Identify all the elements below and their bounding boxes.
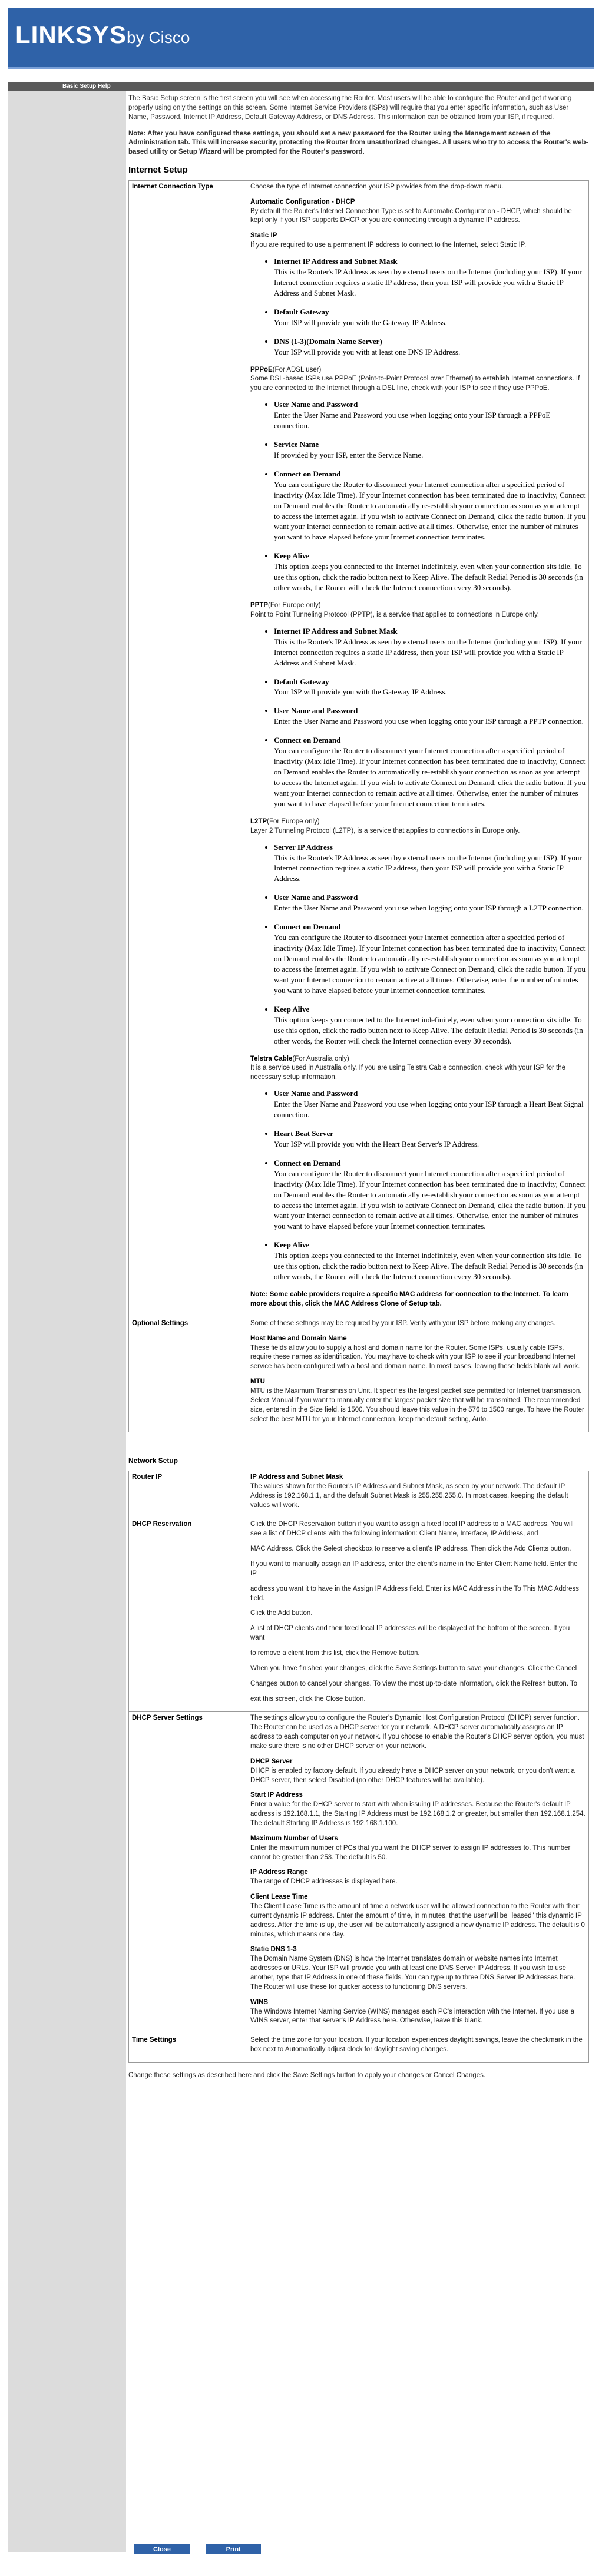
telstra-sub: (For Australia only): [292, 1055, 349, 1062]
connection-lead: Choose the type of Internet connection your ISP provides from the drop-down menu.: [250, 183, 504, 190]
row-label-dhcp-reservation: DHCP Reservation: [129, 1518, 247, 1712]
help-content: [128, 94, 589, 2087]
router-ip-text: The values shown for the Router's IP Address and Subnet Mask, as seen by your network. The default IP Address is 192.168.1.1, and the default Subnet Mask is 255.255.255.0. In most cases, keeping the default values will work.: [250, 1482, 568, 1509]
header-divider: [8, 67, 594, 69]
table-row: [129, 1317, 589, 1432]
dhcp-res-p: exit this screen, click the Close button.: [250, 1695, 366, 1703]
list-item-text: This is the Router's IP Address as seen by external users on the Internet (including your ISP). If your Internet connection requires a static IP address, then your ISP will provide you with a Static IP Address and Subnet Mask.: [274, 637, 582, 667]
list-item-title: • Keep Alive: [274, 1240, 310, 1250]
dhcp-res-p: Changes button to cancel your changes. To view the most up-to-date information, click the Refresh button. To: [250, 1680, 578, 1687]
dhcp-server-lead: The settings allow you to configure the Router's Dynamic Host Configuration Protocol (DHCP) server function. The Router can be used as a DHCP server for your network. A DHCP server automatically assigns an IP address to each computer on your network. If you choose to enable the Router's DHCP server option, you must make sure there is no other DHCP server on your network.: [250, 1714, 584, 1750]
pppoe-title: PPPoE: [250, 366, 273, 373]
table-row: [129, 1471, 589, 1518]
row-desc-time: [247, 2034, 589, 2063]
list-item: [274, 1128, 586, 1150]
intro-paragraph: The Basic Setup screen is the first screen you will see when accessing the Router. Most users will be able to configure the Router and get it working properly using only the settings on this screen. Some Internet Service Providers (ISPs) will require that you enter specific information, such as User Name, Password, Internet IP Address, Default Gateway Address, or DNS Address. This information can be obtained from your ISP, if required.: [128, 95, 572, 121]
help-title: Basic Setup Help: [62, 83, 111, 90]
host-title: Host Name and Domain Name: [250, 1335, 347, 1342]
left-sidebar: [8, 91, 126, 2552]
pptp-title: PPTP: [250, 602, 269, 610]
list-item: [274, 1004, 586, 1047]
network-setup-table: [128, 1471, 589, 2063]
dhcp-res-p: If you want to manually assign an IP address, enter the client's name in the Enter Client Name field. Enter the IP: [250, 1560, 578, 1577]
list-item-text: Your ISP will provide you with the Heart Beat Server's IP Address.: [274, 1139, 479, 1148]
dhcp-res-p: MAC Address. Click the Select checkbox to reserve a client's IP address. Then click the Add Clients button.: [250, 1545, 571, 1553]
list-item-title: • Connect on Demand: [274, 1158, 341, 1167]
optional-lead: Some of these settings may be required by your ISP. Verify with your ISP before making any changes.: [250, 1319, 555, 1327]
list-item-text: Enter the User Name and Password you use when logging onto your ISP through a PPPoE connection.: [274, 410, 551, 430]
list-item-text: You can configure the Router to disconnect your Internet connection after a specified period of inactivity (Max Idle Time). If your Internet connection has been terminated due to inactivity, Connect on Demand enables the Router to automatically re-establish your connection as soon as you attempt to access the Internet again. If you wish to activate Connect on Demand, click the radio button. If you want your Internet connection to remain active at all times. Otherwise, enter the number of minutes you want to have elapsed before your Internet connection terminates.: [274, 933, 586, 995]
static-list: [250, 256, 586, 357]
list-item-text: Your ISP will provide you with the Gateway IP Address.: [274, 317, 447, 327]
linksys-logo: [15, 18, 190, 52]
static-text: If you are required to use a permanent IP address to connect to the Internet, select Static IP.: [250, 241, 527, 249]
pppoe-text: Some DSL-based ISPs use PPPoE (Point-to-Point Protocol over Ethernet) to establish Internet connections. If you are connected to the Internet through a DSL line, check with your ISP to see if they use PPPoE.: [250, 375, 580, 392]
list-item-title: • Internet IP Address and Subnet Mask: [274, 626, 398, 635]
dhcp-res-p: Click the DHCP Reservation button if you want to assign a fixed local IP address to a MAC address. You will see a list of DHCP clients with the following information: Client Name, Interface, IP Address, and: [250, 1521, 574, 1538]
dhcp-setting-text: The Domain Name System (DNS) is how the Internet translates domain or website names into Internet addresses or URLs. Your ISP will provide you with at least one DNS Server IP Address. If you wish to use another, type that IP Address in one of these fields. You can type up to three DNS Server IP Addresses here. The Router will use these for quicker access to functioning DNS servers.: [250, 1955, 575, 1991]
dhcp-setting-text: The range of DHCP addresses is displayed here.: [250, 1878, 398, 1886]
static-title: Static IP: [250, 232, 277, 240]
row-label-time: Time Settings: [129, 2034, 247, 2063]
row-desc-router-ip: [247, 1471, 589, 1518]
dhcp-setting-text: Enter the maximum number of PCs that you want the DHCP server to assign IP addresses to. This number cannot be greater than 253. The default is 50.: [250, 1844, 571, 1861]
help-title-bar: [8, 82, 594, 91]
pppoe-list: [250, 399, 586, 593]
row-label-connection-type: Internet Connection Type: [129, 180, 247, 1317]
list-item: [274, 735, 586, 809]
list-item: [274, 677, 586, 698]
dhcp-res-p: to remove a client from this list, click the Remove button.: [250, 1649, 420, 1657]
dhcp-setting-text: The Windows Internet Naming Service (WINS) manages each PC's interaction with the Internet. If you use a WINS server, enter that server's IP Address here. Otherwise, leave this blank.: [250, 2008, 574, 2025]
list-item-text: If provided by your ISP, enter the Service Name.: [274, 450, 424, 459]
mtu-text: MTU is the Maximum Transmission Unit. It specifies the largest packet size permitted for Internet transmission. Select Manual if you want to manually enter the largest packet size that will be transmitted. The recommended size, entered in the Size field, is 1500. You should leave this value in the 576 to 1500 range. To have the Router select the best MTU for your Internet connection, keep the default setting, Auto.: [250, 1387, 584, 1423]
list-item-text: This is the Router's IP Address as seen by external users on the Internet (including your ISP). If your Internet connection requires a static IP address, then your ISP will provide you with a Static IP Address.: [274, 853, 582, 883]
row-label-optional: Optional Settings: [129, 1317, 247, 1432]
list-item-title: • DNS (1-3)(Domain Name Server): [274, 336, 382, 346]
list-item-title: • Service Name: [274, 439, 319, 449]
intro-section: [128, 94, 589, 157]
network-setup-heading: Network Setup: [128, 1456, 178, 1465]
dhcp-setting-title: DHCP Server: [250, 1757, 293, 1765]
list-item: [274, 1158, 586, 1232]
dhcp-setting-title: Start IP Address: [250, 1792, 303, 1799]
dhcp-setting-text: Enter a value for the DHCP server to start with when issuing IP addresses. Because the Router's default IP address is 192.168.1.1, the Starting IP Address must be 192.168.1.2 or greater, but smaller than 192.168.1.254. The default Starting IP Address is 192.168.1.100.: [250, 1801, 586, 1827]
dhcp-server-blocks: [250, 1757, 586, 2026]
list-item-title: • User Name and Password: [274, 893, 358, 902]
dhcp-title: Automatic Configuration - DHCP: [250, 198, 355, 206]
table-row: [129, 1518, 589, 1712]
dhcp-setting-text: DHCP is enabled by factory default. If you already have a DHCP server on your network, or you don't want a DHCP server, then select Disabled (no other DHCP features will be available).: [250, 1767, 575, 1784]
list-item: [274, 307, 586, 328]
list-item-text: Enter the User Name and Password you use when logging onto your ISP through a PPTP connection.: [274, 717, 584, 726]
list-item-text: Enter the User Name and Password you use when logging onto your ISP through a Heart Beat Signal connection.: [274, 1100, 584, 1119]
list-item-title: • Connect on Demand: [274, 736, 341, 745]
list-item-text: You can configure the Router to disconnect your Internet connection after a specified period of inactivity (Max Idle Time). If your Internet connection has been terminated due to inactivity, Connect on Demand enables the Router to automatically re-establish your connection as soon as you attempt to access the Internet again. If you wish to activate Connect on Demand, click the radio button. If you want your Internet connection to remain active at all times. Otherwise, enter the number of minutes you want to have elapsed before your Internet connection terminates.: [274, 746, 586, 808]
list-item: [274, 1088, 586, 1120]
list-item-title: • Default Gateway: [274, 307, 329, 316]
close-button[interactable]: Close: [134, 2544, 190, 2554]
list-item: [274, 626, 586, 668]
time-text: Select the time zone for your location. If your location experiences daylight savings, leave the checkmark in the box next to Automatically adjust clock for daylight saving changes.: [250, 2037, 583, 2054]
list-item: [274, 1240, 586, 1282]
dhcp-res-p: address you want it to have in the Assign IP Address field. Enter its MAC Address in the To This MAC Address field.: [250, 1585, 580, 1602]
list-item-text: Enter the User Name and Password you use when logging onto your ISP through a L2TP connection.: [274, 903, 584, 913]
list-item-text: This option keeps you connected to the Internet indefinitely, even when your connection sits idle. To use this option, click the radio button next to Keep Alive. The default Redial Period is 30 seconds (in other words, the Router will check the Internet connection every 30 seconds).: [274, 1251, 583, 1282]
list-item-title: • Connect on Demand: [274, 922, 341, 932]
table-row: [129, 180, 589, 1317]
pptp-text: Point to Point Tunneling Protocol (PPTP), is a service that applies to connections in Europe only.: [250, 611, 540, 618]
telstra-text: It is a service used in Australia only. If you are using Telstra Cable connection, check with your ISP for the necessary setup information.: [250, 1064, 566, 1081]
dhcp-setting-title: Static DNS 1-3: [250, 1946, 297, 1953]
list-item-title: • Internet IP Address and Subnet Mask: [274, 257, 398, 266]
list-item-title: • Keep Alive: [274, 1004, 310, 1014]
list-item: [274, 439, 586, 461]
logo-brand: LINKSYS: [15, 21, 127, 48]
list-item-title: • User Name and Password: [274, 706, 358, 716]
list-item-title: • Default Gateway: [274, 677, 329, 686]
dhcp-setting-title: Client Lease Time: [250, 1893, 308, 1901]
list-item-title: • User Name and Password: [274, 1089, 358, 1098]
list-item-text: This option keeps you connected to the Internet indefinitely, even when your connection sits idle. To use this option, click the radio button next to Keep Alive. The default Redial Period is 30 seconds (in other words, the Router will check the Internet connection every 30 seconds).: [274, 1015, 583, 1045]
l2tp-text: Layer 2 Tunneling Protocol (L2TP), is a service that applies to connections in Europe only.: [250, 827, 520, 835]
list-item-title: • Connect on Demand: [274, 469, 341, 478]
list-item: [274, 706, 586, 727]
logo-by: by Cisco: [127, 28, 190, 47]
list-item-title: • Server IP Address: [274, 842, 333, 852]
list-item-text: Your ISP will provide you with at least one DNS IP Address.: [274, 347, 461, 356]
row-desc-dhcp-server: [247, 1712, 589, 2034]
l2tp-list: [250, 842, 586, 1047]
router-ip-title: IP Address and Subnet Mask: [250, 1473, 343, 1481]
list-item: [274, 892, 586, 913]
dhcp-res-p: Click the Add button.: [250, 1610, 313, 1617]
list-item: [274, 551, 586, 593]
closing-instructions: Change these settings as described here and click the Save Settings button to apply your changes or Cancel Changes.: [128, 2072, 486, 2080]
button-row: [134, 2544, 275, 2555]
dhcp-setting-title: IP Address Range: [250, 1869, 308, 1876]
list-item: [274, 922, 586, 996]
pptp-list: [250, 626, 586, 809]
list-item-text: You can configure the Router to disconnect your Internet connection after a specified period of inactivity (Max Idle Time). If your Internet connection has been terminated due to inactivity, Connect on Demand enables the Router to automatically re-establish your connection as soon as you attempt to access the Internet again. If you wish to activate Connect on Demand, click the radio button. If you want your Internet connection to remain active at all times. Otherwise, enter the number of minutes you want to have elapsed before your Internet connection terminates.: [274, 1168, 586, 1231]
list-item: [274, 469, 586, 543]
list-item-text: You can configure the Router to disconnect your Internet connection after a specified period of inactivity (Max Idle Time). If your Internet connection has been terminated due to inactivity, Connect on Demand enables the Router to automatically re-establish your connection as soon as you attempt to access the Internet again. If you wish to activate Connect on Demand, click the radio button. If you want your Internet connection to remain active at all times. Otherwise, enter the number of minutes you want to have elapsed before your Internet connection terminates.: [274, 479, 586, 542]
list-item-title: • User Name and Password: [274, 400, 358, 409]
list-item: [274, 336, 586, 357]
l2tp-sub: (For Europe only): [267, 817, 320, 825]
table-row: [129, 1712, 589, 2034]
row-desc-connection-type: [247, 180, 589, 1317]
pppoe-sub: (For ADSL user): [272, 366, 322, 373]
list-item-text: This option keeps you connected to the Internet indefinitely, even when your connection sits idle. To use this option, click the radio button next to Keep Alive. The default Redial Period is 30 seconds (in other words, the Router will check the Internet connection every 30 seconds).: [274, 562, 583, 592]
row-desc-optional: [247, 1317, 589, 1432]
dhcp-text: By default the Router's Internet Connection Type is set to Automatic Configuration - DHCP, which should be kept only if your ISP supports DHCP or you are connecting through a dynamic IP address.: [250, 207, 572, 224]
dhcp-res-p: When you have finished your changes, click the Save Settings button to save your changes. Click the Cancel: [250, 1664, 577, 1672]
dhcp-setting-title: Maximum Number of Users: [250, 1835, 338, 1842]
dhcp-setting-text: The Client Lease Time is the amount of time a network user will be allowed connection to the Router with their current dynamic IP address. Enter the amount of time, in minutes, that the user will be "leased" this dynamic IP address. After the time is up, the user will be automatically assigned a new dynamic IP address. The default is 0 minutes, which means one day.: [250, 1903, 585, 1938]
dhcp-res-p: A list of DHCP clients and their fixed local IP addresses will be displayed at the bottom of the screen. If you want: [250, 1625, 570, 1642]
intro-note: Note: After you have configured these settings, you should set a new password for the Router using the Management screen of the Administration tab. This will increase security, protecting the Router from unauthorized changes. All users who try to access the Router's web-based utility or Setup Wizard will be prompted for the Router's password.: [128, 130, 588, 156]
list-item-text: This is the Router's IP Address as seen by external users on the Internet (including your ISP). If your Internet connection requires a static IP address, then your ISP will provide you with a Static IP Address and Subnet Mask.: [274, 267, 582, 297]
telstra-title: Telstra Cable: [250, 1055, 293, 1062]
mac-clone-note: Note: Some cable providers require a specific MAC address for connection to the Internet. To learn more about this, click the MAC Address Clone of Setup tab.: [250, 1291, 568, 1307]
list-item: [274, 842, 586, 885]
row-desc-dhcp-reservation: [247, 1518, 589, 1712]
list-item: [274, 399, 586, 431]
internet-setup-table: [128, 180, 589, 1433]
list-item-title: • Keep Alive: [274, 551, 310, 561]
list-item: [274, 256, 586, 299]
table-row: [129, 2034, 589, 2063]
row-label-router-ip: Router IP: [129, 1471, 247, 1518]
list-item-title: • Heart Beat Server: [274, 1128, 334, 1138]
header-banner: [8, 8, 594, 67]
row-label-dhcp-server: DHCP Server Settings: [129, 1712, 247, 2034]
list-item-text: Your ISP will provide you with the Gateway IP Address.: [274, 687, 447, 697]
pptp-sub: (For Europe only): [268, 602, 321, 610]
internet-setup-heading: Internet Setup: [128, 165, 188, 176]
l2tp-title: L2TP: [250, 817, 267, 825]
telstra-list: [250, 1088, 586, 1282]
dhcp-setting-title: WINS: [250, 1998, 269, 2006]
mtu-title: MTU: [250, 1378, 265, 1386]
print-button[interactable]: Print: [206, 2544, 261, 2554]
host-text: These fields allow you to supply a host and domain name for the Router. Some ISPs, usually cable ISPs, require these names as identification. You may have to check with your ISP to see if your broadband Internet service has been configured with a host and domain name. In most cases, leaving these fields blank will work.: [250, 1344, 580, 1370]
